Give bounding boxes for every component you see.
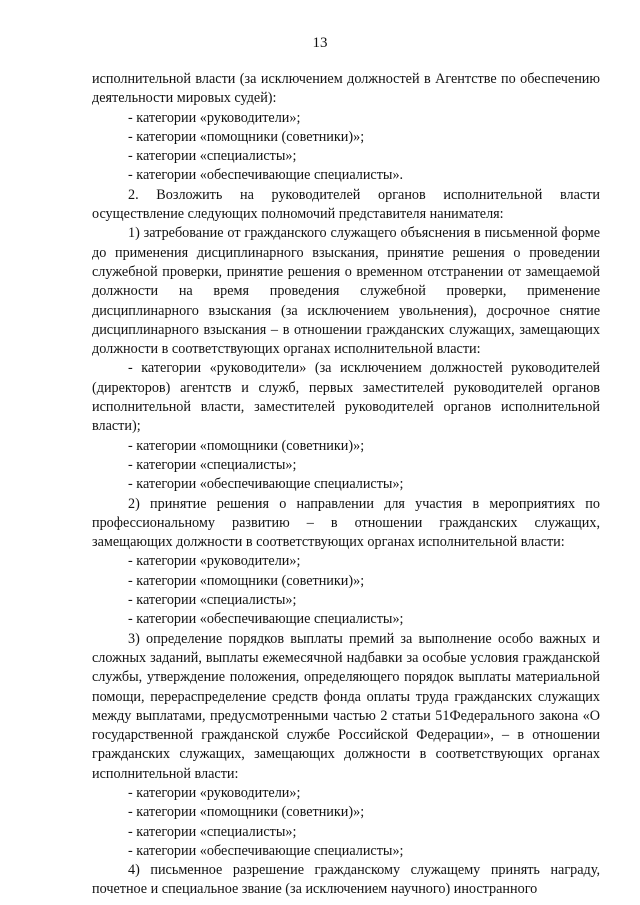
list-item: - категории «обеспечивающие специалисты»; bbox=[128, 476, 404, 493]
list-item: - категории «руководители» (за исключением должностей руководителей (директоров) агентств и служб, первых заместителей руководителей органов исполнительной власти, заместителей руководителей органов исполнительной власти); bbox=[92, 360, 600, 435]
paragraph: 1) затребование от гражданского служащего объяснения в письменной форме до применения дисциплинарного взыскания, принятие решения о проведении служебной проверки, принятие решения о временном отстранении от замещаемой должности на время проведения служебной проверки, применение дисциплинарного взыскания (за исключением увольнения), досрочное снятие дисциплинарного взыскания – в отношении гражданских служащих, замещающих должности в соответствующих органах исполнительной власти: bbox=[92, 225, 600, 358]
list-item: - категории «руководители»; bbox=[128, 784, 301, 801]
document-body bbox=[92, 70, 600, 900]
page-number: 13 bbox=[312, 35, 328, 51]
list-item: - категории «обеспечивающие специалисты»; bbox=[128, 842, 404, 859]
list-item: - категории «специалисты»; bbox=[128, 823, 297, 840]
paragraph: 2) принятие решения о направлении для участия в мероприятиях по профессиональному развитию – в отношении гражданских служащих, замещающих должности в соответствующих органах исполнительной власти: bbox=[92, 495, 600, 551]
list-item: - категории «помощники (советники)»; bbox=[128, 128, 365, 145]
paragraph: 2. Возложить на руководителей органов исполнительной власти осуществление следующих полномочий представителя нанимателя: bbox=[92, 186, 600, 223]
list-item: - категории «специалисты»; bbox=[128, 148, 297, 165]
list-item: - категории «специалисты»; bbox=[128, 456, 297, 473]
list-item: - категории «руководители»; bbox=[128, 109, 301, 126]
paragraph: 4) письменное разрешение гражданскому служащему принять награду, почетное и специальное звание (за исключением научного) иностранного bbox=[92, 862, 600, 898]
list-item: - категории «помощники (советники)»; bbox=[128, 804, 365, 821]
list-item: - категории «обеспечивающие специалисты». bbox=[128, 167, 404, 184]
list-item: - категории «помощники (советники)»; bbox=[128, 437, 365, 454]
list-item: - категории «руководители»; bbox=[128, 553, 301, 570]
paragraph-continuation: исполнительной власти (за исключением должностей в Агентстве по обеспечению деятельности мировых судей): bbox=[92, 71, 600, 107]
paragraph: 3) определение порядков выплаты премий за выполнение особо важных и сложных заданий, выплаты ежемесячной надбавки за особые условия гражданской службы, утверждение положения, определяющего порядок выплаты материальной помощи, перераспределение средств фонда оплаты труда гражданских служащих между выплатами, предусмотренными частью 2 статьи 51Федерального закона «О государственной гражданской службе Российской Федерации», – в отношении гражданских служащих, замещающих должности в соответствующих органах исполнительной власти: bbox=[92, 630, 600, 782]
list-item: - категории «помощники (советники)»; bbox=[128, 572, 365, 589]
list-item: - категории «специалисты»; bbox=[128, 592, 297, 609]
list-item: - категории «обеспечивающие специалисты»; bbox=[128, 611, 404, 628]
